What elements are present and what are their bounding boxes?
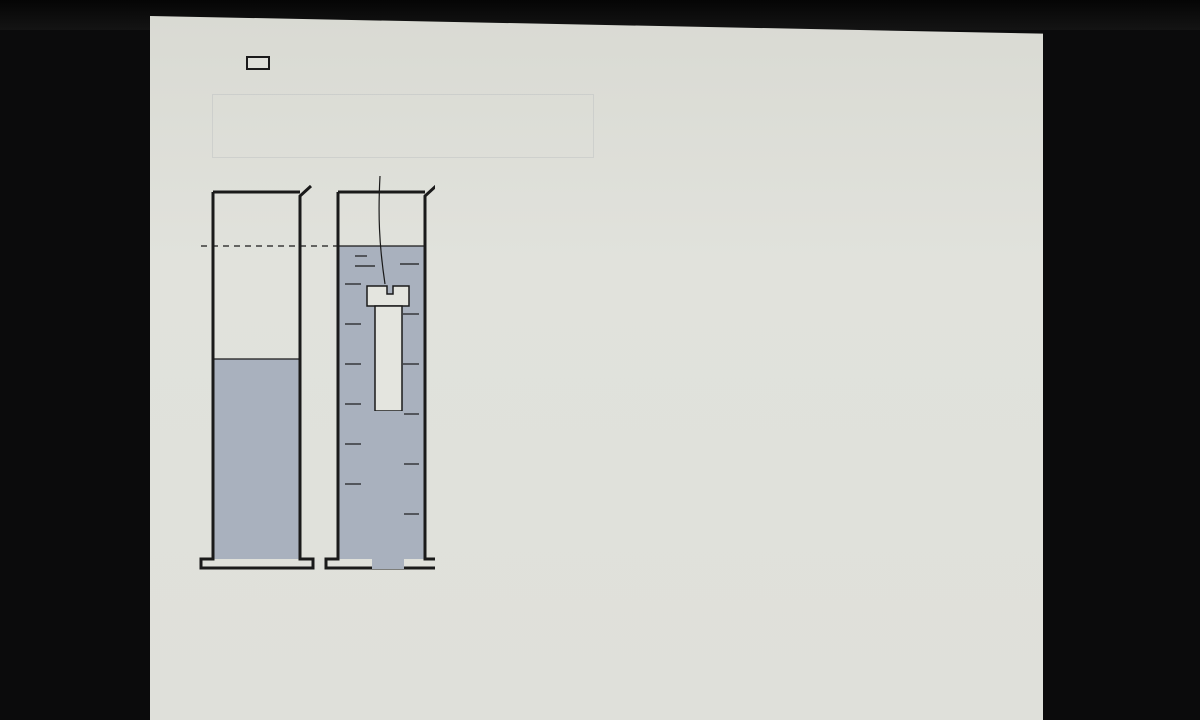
- left-cylinder-water: [213, 359, 300, 559]
- bleed-through-frame: [212, 94, 594, 158]
- cylinders-figure: [195, 174, 435, 594]
- book-page: [150, 16, 1043, 720]
- part-heading: [246, 56, 270, 70]
